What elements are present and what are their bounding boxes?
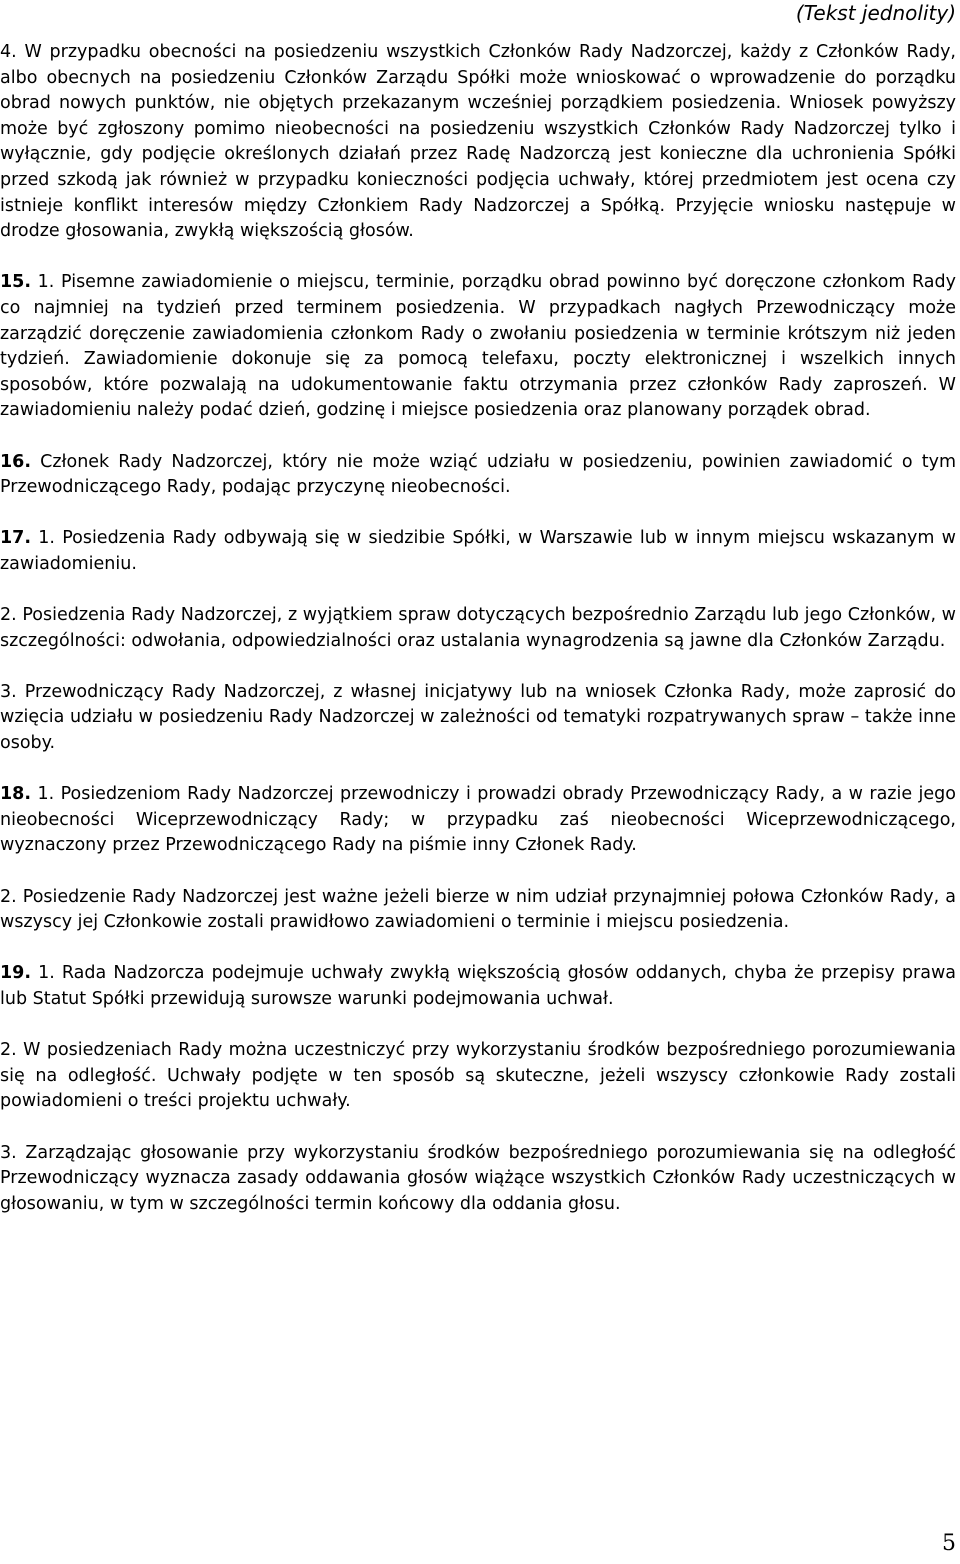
paragraph — [0, 1141, 956, 1218]
paragraph — [0, 450, 956, 501]
paragraph-text: 1. Rada Nadzorcza podejmuje uchwały zwykłą większością głosów oddanych, chyba że przepisy prawa lub Statut Spółki przewidują surowsze warunki podejmowania uchwał. — [0, 963, 956, 1009]
section-number: 16. — [0, 451, 32, 472]
document-body — [0, 40, 956, 1243]
paragraph — [0, 885, 956, 936]
paragraph-text: 1. Posiedzeniom Rady Nadzorczej przewodniczy i prowadzi obrady Przewodniczący Rady, a w razie jego nieobecności Wiceprzewodniczący Rady; w przypadku zaś nieobecności Wiceprzewodniczącego, wyznaczony przez Przewodniczącego Rady na piśmie inny Członek Rady. — [0, 784, 956, 856]
paragraph — [0, 961, 956, 1012]
page-number: 5 — [942, 1531, 956, 1556]
section-number: 18. — [0, 784, 32, 805]
section-number: 15. — [0, 272, 32, 293]
paragraph-text: 1. Posiedzenia Rady odbywają się w siedzibie Spółki, w Warszawie lub w innym miejscu wskazanym w zawiadomieniu. — [0, 528, 956, 574]
paragraph-text: 2. W posiedzeniach Rady można uczestniczyć przy wykorzystaniu środków bezpośredniego porozumiewania się na odległość. Uchwały podjęte w ten sposób są skuteczne, jeżeli wszyscy członkowie Rady zostali powiadomieni o treści projektu uchwały. — [0, 1040, 956, 1112]
paragraph — [0, 782, 956, 859]
paragraph-text: 4. W przypadku obecności na posiedzeniu wszystkich Członków Rady Nadzorczej, każdy z Członków Rady, albo obecnych na posiedzeniu Członków Zarządu Spółki może wnioskować o wprowadzenie do porządku obrad nowych punktów, nie objętych przekazanym wcześniej porządkiem posiedzenia. Wniosek powyższy może być zgłoszony pomimo nieobecności na posiedzeniu wszystkich Członków Rady Nadzorczej tylko i wyłącznie, gdy podjęcie określonych działań przez Radę Nadzorczą jest konieczne dla uchronienia Spółki przed szkodą jak również w przypadku konieczności podjęcia uchwały, której przedmiotem jest ocena czy istnieje konflikt interesów między Członkiem Rady Nadzorczej a Spółką. Przyjęcie wniosku następuje w drodze głosowania, zwykłą większością głosów. — [0, 42, 956, 242]
paragraph-text: 3. Przewodniczący Rady Nadzorczej, z własnej inicjatywy lub na wniosek Członka Rady, może zaprosić do wzięcia udziału w posiedzeniu Rady Nadzorczej w zależności od tematyki rozpatrywanych spraw – także inne osoby. — [0, 681, 956, 754]
paragraph — [0, 270, 956, 424]
paragraph-text: 2. Posiedzenie Rady Nadzorczej jest ważne jeżeli bierze w nim udział przynajmniej połowa Członków Rady, a wszyscy jej Członkowie zostali prawidłowo zawiadomieni o terminie i miejscu posiedzenia. — [0, 886, 956, 933]
paragraph — [0, 526, 956, 577]
section-number: 19. — [0, 963, 32, 984]
paragraph-text: 2. Posiedzenia Rady Nadzorczej, z wyjątkiem spraw dotyczących bezpośrednio Zarządu lub jego Członków, w szczególności: odwołania, odpowiedzialności oraz ustalania wynagrodzenia są jawne dla Członków Zarządu. — [0, 605, 956, 651]
paragraph-text: 1. Pisemne zawiadomienie o miejscu, terminie, porządku obrad powinno być doręczone członkom Rady co najmniej na tydzień przed terminem posiedzenia. W przypadkach nagłych Przewodniczący może zarządzić doręczenie zawiadomienia członkom Rady o zwołaniu posiedzenia w terminie krótszym niż jeden tydzień. Zawiadomienie dokonuje się za pomocą telefaxu, poczty elektronicznej i wszelkich innych sposobów, które pozwalają na udokumentowanie faktu otrzymania przez członków Rady zaproszeń. W zawiadomieniu należy podać dzień, godzinę i miejsce posiedzenia oraz planowany porządek obrad. — [0, 272, 956, 421]
paragraph — [0, 680, 956, 757]
document-header: (Tekst jednolity) — [795, 1, 956, 25]
paragraph-text: 3. Zarządzając głosowanie przy wykorzystaniu środków bezpośredniego porozumiewania się na odległość Przewodniczący wyznacza zasady oddawania głosów wiążące wszystkich Członków Rady uczestniczących w głosowaniu, w tym w szczególności termin końcowy dla oddania głosu. — [0, 1142, 956, 1214]
section-number: 17. — [0, 528, 32, 549]
paragraph-text: Członek Rady Nadzorczej, który nie może wziąć udziału w posiedzeniu, powinien zawiadomić o tym Przewodniczącego Rady, podając przyczynę nieobecności. — [0, 451, 956, 498]
paragraph — [0, 1038, 956, 1115]
paragraph — [0, 40, 956, 245]
paragraph — [0, 603, 956, 654]
